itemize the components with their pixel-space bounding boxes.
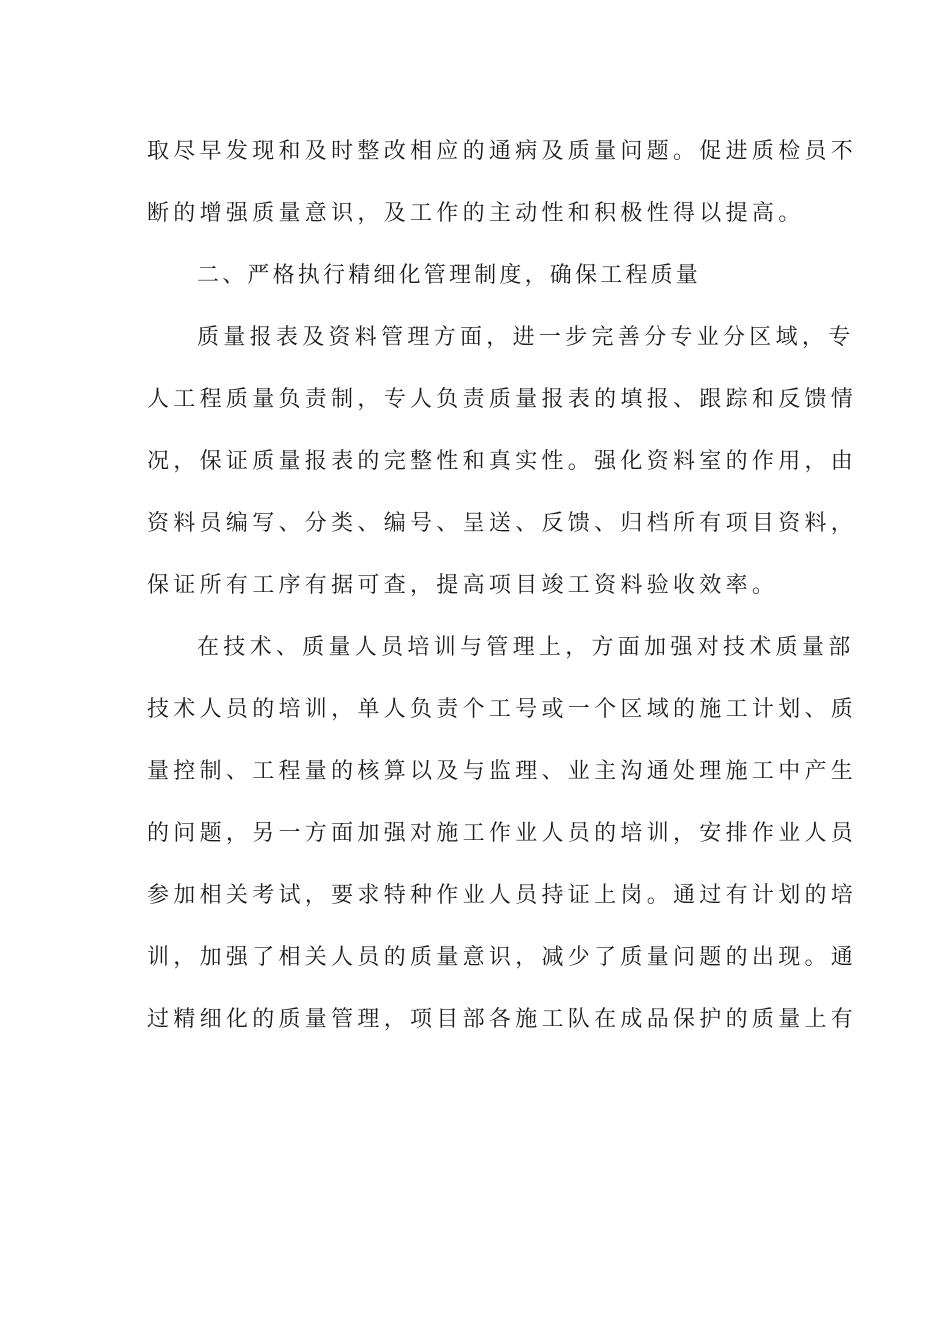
paragraph-line: 量控制、工程量的核算以及与监理、业主沟通处理施工中产生 [147, 759, 858, 784]
paragraph-line: 的问题，另一方面加强对施工作业人员的培训，安排作业人员 [147, 821, 858, 846]
paragraph-line: 况，保证质量报表的完整性和真实性。强化资料室的作用，由 [147, 449, 858, 474]
section-heading: 二、严格执行精细化管理制度，确保工程质量 [197, 263, 702, 288]
paragraph-line: 取尽早发现和及时整改相应的通病及质量问题。促进质检员不 [147, 139, 858, 164]
paragraph-line: 在技术、质量人员培训与管理上，方面加强对技术质量部 [197, 635, 855, 660]
paragraph-line: 参加相关考试，要求特种作业人员持证上岗。通过有计划的培 [147, 883, 858, 908]
document-body [147, 127, 858, 1057]
paragraph-line: 质量报表及资料管理方面，进一步完善分专业分区域，专 [197, 325, 855, 350]
paragraph-line: 人工程质量负责制，专人负责质量报表的填报、跟踪和反馈情 [147, 387, 858, 412]
paragraph-line: 资料员编写、分类、编号、呈送、反馈、归档所有项目资料， [147, 511, 858, 536]
paragraph-line: 断的增强质量意识，及工作的主动性和积极性得以提高。 [147, 201, 805, 226]
paragraph-line: 训，加强了相关人员的质量意识，减少了质量问题的出现。通 [147, 945, 858, 970]
paragraph-line: 技术人员的培训，单人负责个工号或一个区域的施工计划、质 [147, 697, 858, 722]
paragraph-line: 保证所有工序有据可查，提高项目竣工资料验收效率。 [147, 573, 779, 598]
paragraph-line: 过精细化的质量管理，项目部各施工队在成品保护的质量上有 [147, 1007, 858, 1032]
